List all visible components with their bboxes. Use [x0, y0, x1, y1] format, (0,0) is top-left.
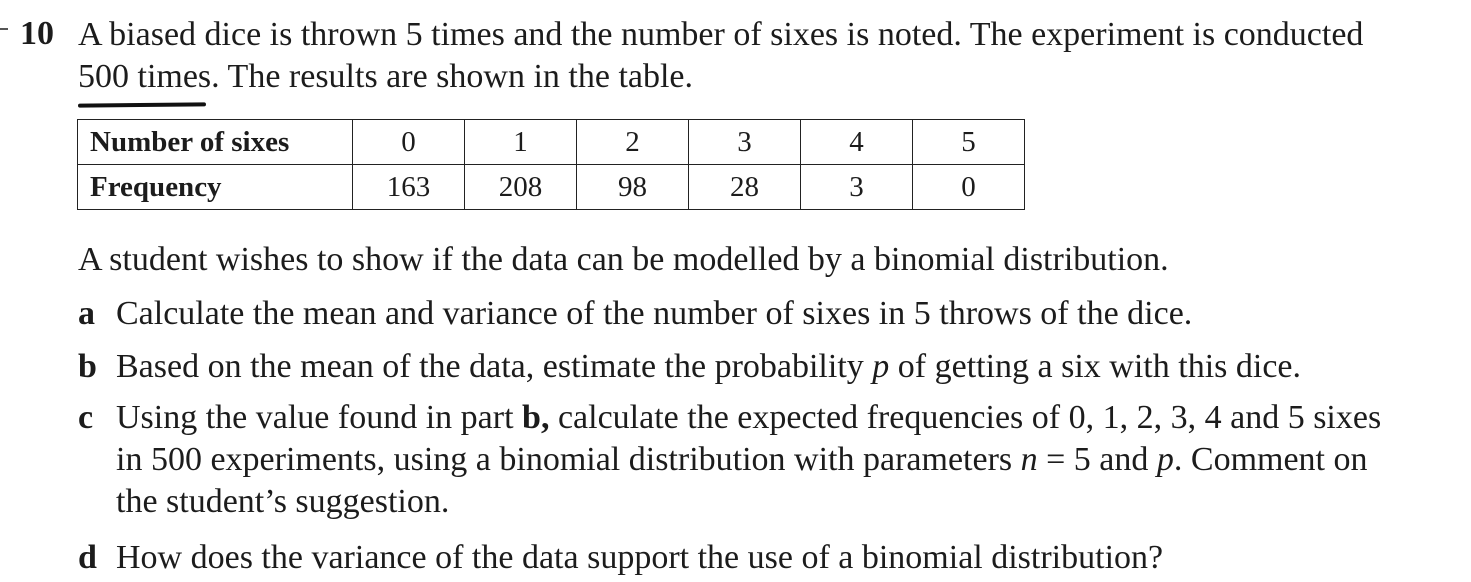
table-cell: 2	[577, 120, 689, 165]
stem-line-2: 500 times. The results are shown in the table.	[78, 58, 694, 95]
part-text: How does the variance of the data support the use of a binomial distribution?	[116, 539, 1164, 576]
table-cell: 98	[577, 165, 689, 210]
question-intro: A student wishes to show if the data can be modelled by a binomial distribution.	[78, 241, 1169, 278]
table-cell: 0	[353, 120, 465, 165]
table-cell: 5	[913, 120, 1025, 165]
table-cell: 0	[913, 165, 1025, 210]
table-cell: 163	[353, 165, 465, 210]
part-reference: b,	[522, 399, 550, 436]
part-label: d	[78, 539, 97, 576]
question-number: 10	[20, 15, 54, 52]
part-label: b	[78, 348, 97, 385]
text-segment: in 500 experiments, using a binomial distribution with parameters	[116, 441, 1021, 478]
row-header-number-of-sixes: Number of sixes	[78, 120, 353, 165]
variable-p: p	[872, 348, 890, 385]
stem-line-1: A biased dice is thrown 5 times and the number of sixes is noted. The experiment is conducted	[78, 16, 1364, 53]
text-segment: calculate the expected frequencies of 0, 1, 2, 3, 4 and 5 sixes	[549, 399, 1382, 436]
text-segment: . Comment on	[1173, 441, 1368, 478]
part-c-line-2	[116, 439, 1461, 481]
margin-mark	[0, 28, 8, 30]
part-text	[116, 397, 1461, 523]
part-label: c	[78, 399, 94, 436]
table-cell: 3	[689, 120, 801, 165]
text-segment: of getting a six with this dice.	[889, 348, 1301, 385]
part-c-line-1	[116, 397, 1461, 439]
frequency-table	[77, 119, 1025, 210]
table-cell: 4	[801, 120, 913, 165]
table-cell: 208	[465, 165, 577, 210]
part-label: a	[78, 295, 95, 332]
part-text: Calculate the mean and variance of the number of sixes in 5 throws of the dice.	[116, 295, 1193, 332]
question-stem	[78, 14, 1463, 98]
table-cell: 1	[465, 120, 577, 165]
table-row-frequency	[78, 165, 1025, 210]
row-header-frequency: Frequency	[78, 165, 353, 210]
variable-n: n	[1020, 441, 1038, 478]
text-segment: Based on the mean of the data, estimate the probability	[116, 348, 873, 385]
variable-p: p	[1156, 441, 1174, 478]
text-segment: Using the value found in part	[116, 399, 523, 436]
table-row-number-of-sixes	[78, 120, 1025, 165]
table-cell: 28	[689, 165, 801, 210]
text-segment: = 5 and	[1037, 441, 1157, 478]
table-cell: 3	[801, 165, 913, 210]
part-text	[116, 346, 1461, 388]
part-c-line-3: the student’s suggestion.	[116, 483, 450, 520]
handwritten-underline	[78, 102, 206, 107]
